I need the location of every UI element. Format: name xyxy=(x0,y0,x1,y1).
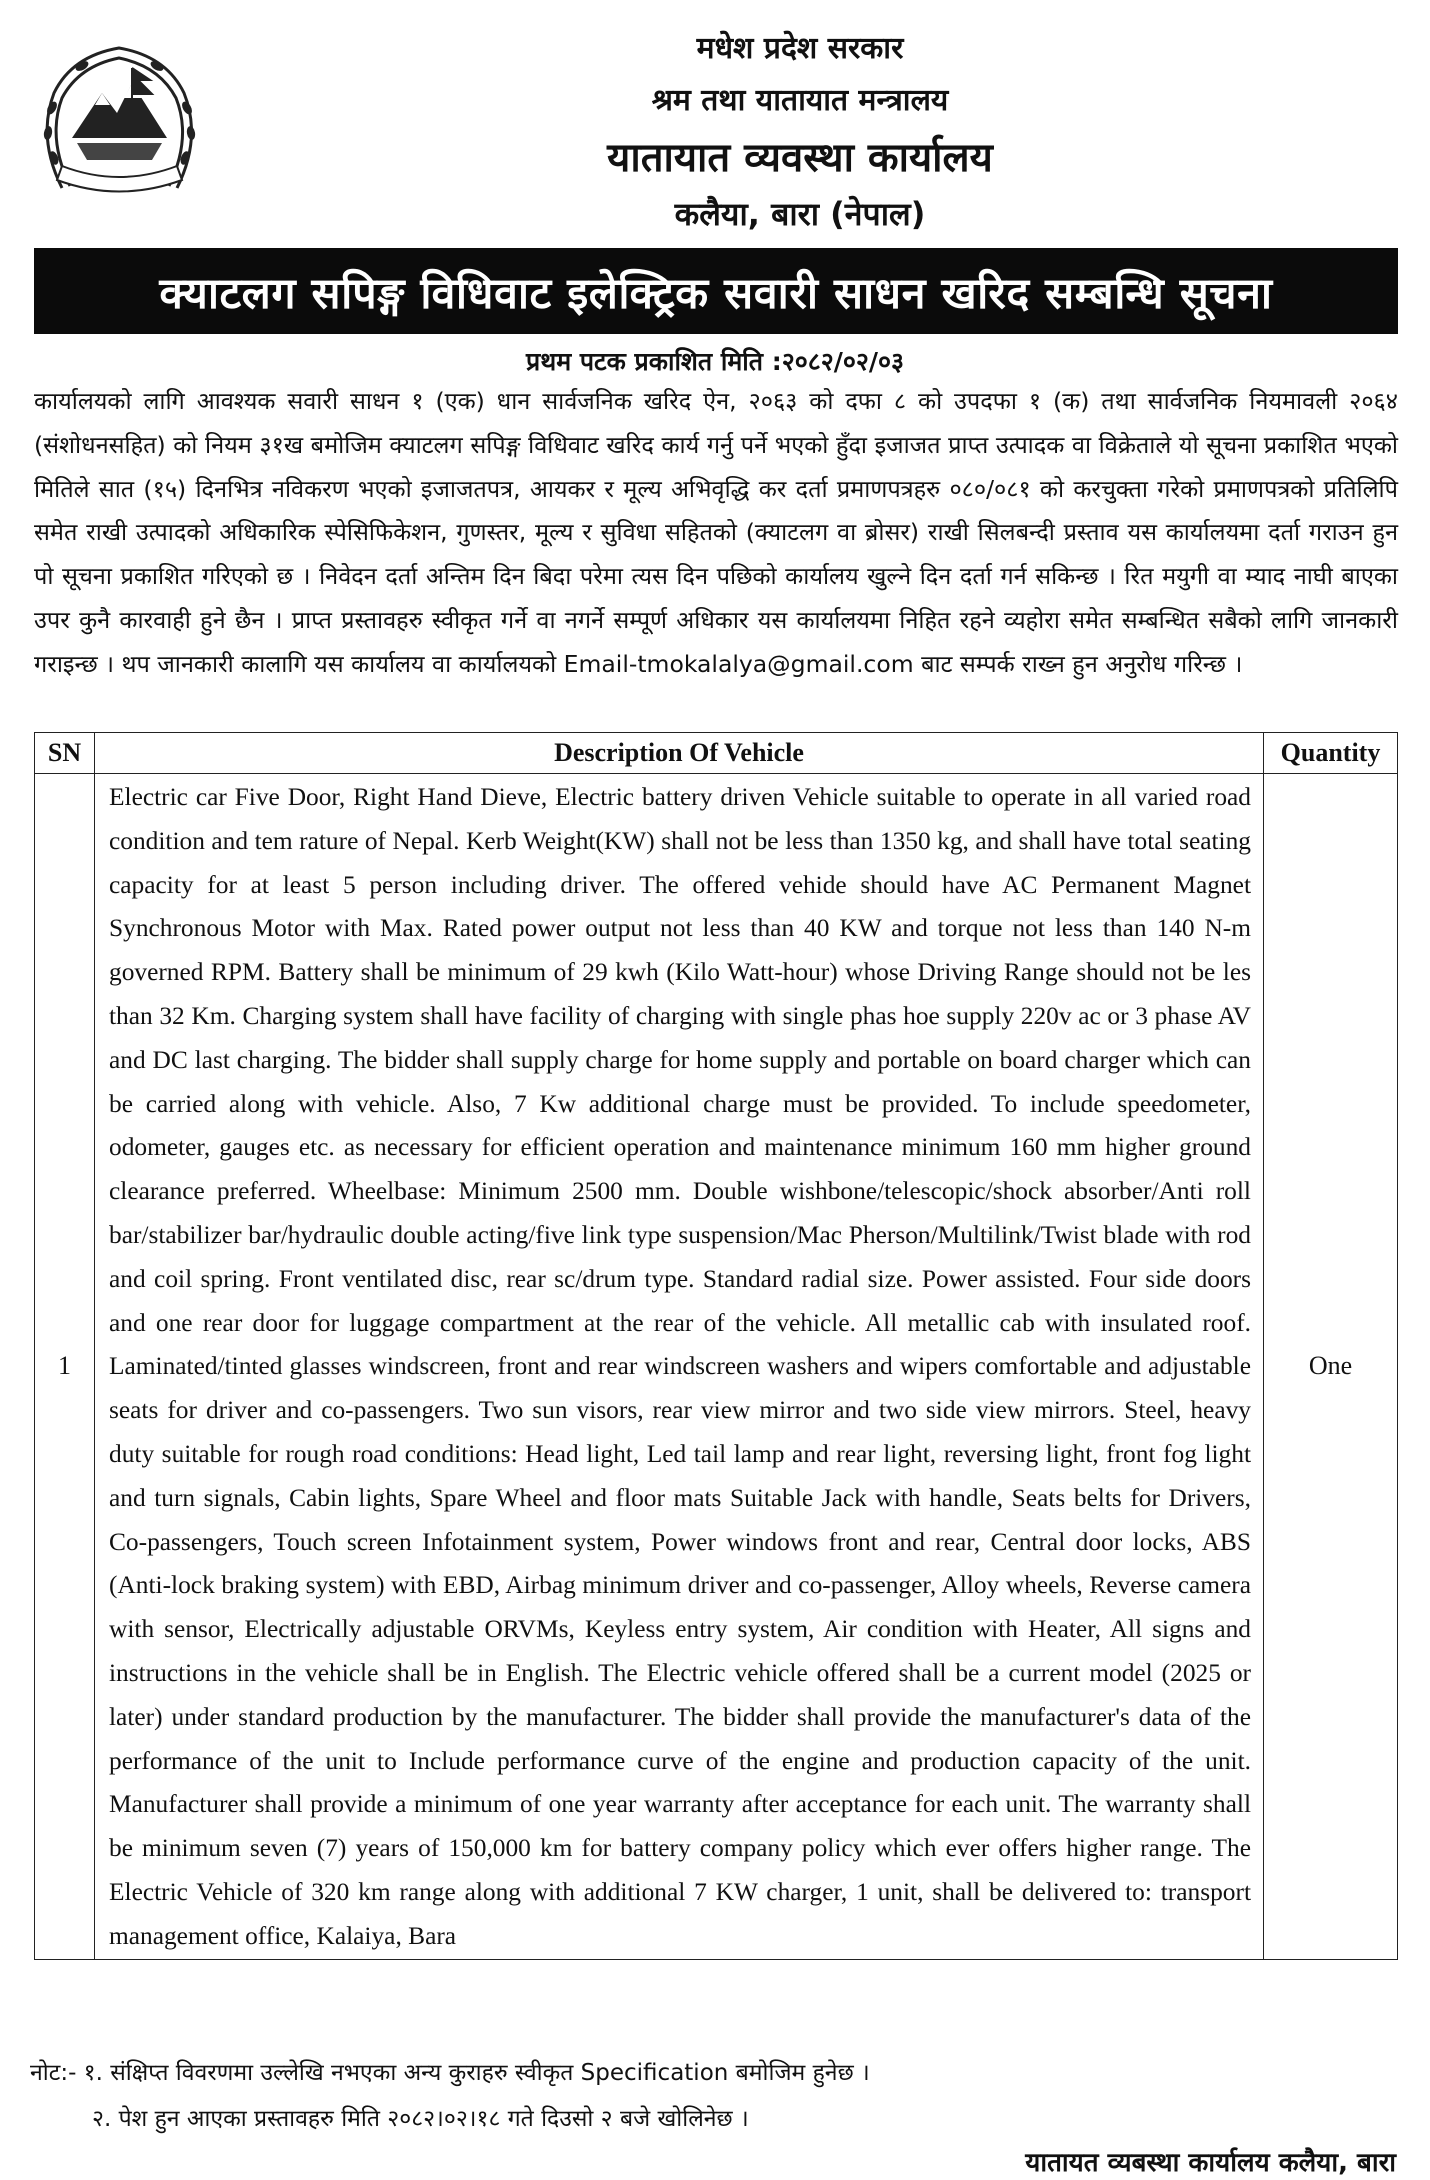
vehicle-spec-table xyxy=(34,732,1398,1960)
office-location: कलैया, बारा (नेपाल) xyxy=(674,195,926,233)
row-description: Electric car Five Door, Right Hand Dieve, Electric battery driven Vehicle suitable to operate in all varied road condition and tem rature of Nepal. Kerb Weight(KW) shall not be less than 1350 kg, and shall have total seating capacity for at least 5 person including driver. The offered vehide should have AC Permanent Magnet Synchronous Motor with Max. Rated power output not less than 40 KW and torque not less than 140 N-m governed RPM. Battery shall be minimum of 29 kwh (Kilo Watt-hour) whose Driving Range should not be les than 32 Km. Charging system shall have facility of charging with single phas hoe supply 220v ac or 3 phase AV and DC last charging. The bidder shall supply charge for home supply and portable on board charger which can be carried along with vehicle. Also, 7 Kw additional charge must be provided. To include speedometer, odometer, gauges etc. as necessary for efficient operation and maintenance minimum 160 mm higher ground clearance preferred. Wheelbase: Minimum 2500 mm. Double wishbone/telescopic/shock absorber/Anti roll bar/stabilizer bar/hydraulic double acting/five link type suspension/Mac Pherson/Multilink/Twist blade with rod and coil spring. Front ventilated disc, rear sc/drum type. Standard radial size. Power assisted. Four side doors and one rear door for luggage compartment at the rear of the vehicle. All metallic cab with insulated roof. Laminated/tinted glasses windscreen, front and rear windscreen washers and wipers comfortable and adjustable seats for driver and co-passengers. Two sun visors, rear view mirror and two side view mirrors. Steel, heavy duty suitable for rough road conditions: Head light, Led tail lamp and rear light, reversing light, front fog light and turn signals, Cabin lights, Spare Wheel and floor mats Suitable Jack with handle, Seats belts for Drivers, Co-passengers, Touch screen Infotainment system, Power windows front and rear, Central door locks, ABS (Anti-lock braking system) with EBD, Airbag minimum driver and co-passenger, Alloy wheels, Reverse camera with sensor, Electrically adjustable ORVMs, Keyless entry system, Air condition with Heater, All signs and instructions in the vehicle shall be in English. The Electric vehicle offered shall be a current model (2025 or later) under standard production by the manufacturer. The bidder shall provide the manufacturer's data of the performance of the unit to Include performance curve of the engine and production capacity of the unit. Manufacturer shall provide a minimum of one year warranty after acceptance for each unit. The warranty shall be minimum seven (7) years of 150,000 km for battery company policy which ever offers higher range. The Electric Vehicle of 320 km range along with additional 7 KW charger, 1 unit, shall be delivered to: transport management office, Kalaiya, Bara xyxy=(95,774,1264,1960)
table-row xyxy=(35,774,1398,1960)
office-name: यातायात व्यवस्था कार्यालय xyxy=(607,135,993,181)
header-quantity: Quantity xyxy=(1264,733,1398,774)
header-sn: SN xyxy=(35,733,95,774)
notice-title: क्याटलग सपिङ्ग विधिवाट इलेक्ट्रिक सवारी साधन खरिद सम्बन्धि सूचना xyxy=(34,248,1398,334)
nepal-government-emblem xyxy=(32,38,207,198)
table-header-row xyxy=(35,733,1398,774)
published-date: प्रथम पटक प्रकाशित मिति :२०८२/०२/०३ xyxy=(526,347,904,376)
note-1: नोट:- १. संक्षिप्त विवरणमा उल्लेखि नभएका अन्य कुराहरु स्वीकृत Specification बमोजिम हुनेछ । xyxy=(30,2060,870,2086)
note-2: २. पेश हुन आएका प्रस्तावहरु मिति २०८२।०२।१८ गते दिउसो २ बजे खोलिनेछ । xyxy=(92,2106,749,2132)
office-signature: यातायत व्यबस्था कार्यालय कलैया, बारा xyxy=(1025,2148,1396,2178)
ministry-name: श्रम तथा यातायात मन्त्रालय xyxy=(651,83,949,118)
province-government: मधेश प्रदेश सरकार xyxy=(696,31,904,66)
emblem-ribbon xyxy=(57,166,182,192)
notes xyxy=(30,2050,1400,2142)
row-sn: 1 xyxy=(35,774,95,1960)
notice-body: कार्यालयको लागि आवश्यक सवारी साधन १ (एक) धान सार्वजनिक खरिद ऐन, २०६३ को दफा ८ को उपदफा १ (क) तथा सार्वजनिक नियमावली २०६४ (संशोधनसहित) को नियम ३१ख बमोजिम क्याटलग सपिङ्ग विधिवाट खरिद कार्य गर्नु पर्ने भएको हुँदा इजाजत प्राप्त उत्पादक वा विक्रेताले यो सूचना प्रकाशित भएको मितिले सात (१५) दिनभित्र नविकरण भएको इजाजतपत्र, आयकर र मूल्य अभिवृद्धि कर दर्ता प्रमाणपत्रहरु ०८०/०८१ को करचुक्ता गरेको प्रमाणपत्रको प्रतिलिपि समेत राखी उत्पादको अधिकारिक स्पेसिफिकेशन, गुणस्तर, मूल्य र सुविधा सहितको (क्याटलग वा ब्रोसर) राखी सिलबन्दी प्रस्ताव यस कार्यालयमा दर्ता गराउन हुन पो सूचना प्रकाशित गरिएको छ । निवेदन दर्ता अन्तिम दिन बिदा परेमा त्यस दिन पछिको कार्यालय खुल्ने दिन दर्ता गर्न सकिन्छ । रित मयुगी वा म्याद नाघी बाएका उपर कुनै कारवाही हुने छैन । प्राप्त प्रस्तावहरु स्वीकृत गर्ने वा नगर्ने सम्पूर्ण अधिकार यस कार्यालयमा निहित रहने व्यहोरा समेत सम्बन्धित सबैको लागि जानकारी गराइन्छ । थप जानकारी कालागि यस कार्यालय वा कार्यालयको Email-tmokalalya@gmail.com बाट सम्पर्क राख्न हुन अनुरोध गरिन्छ । xyxy=(34,387,1398,678)
row-quantity: One xyxy=(1264,774,1398,1960)
letterhead xyxy=(230,28,1370,233)
header-description: Description Of Vehicle xyxy=(95,733,1264,774)
